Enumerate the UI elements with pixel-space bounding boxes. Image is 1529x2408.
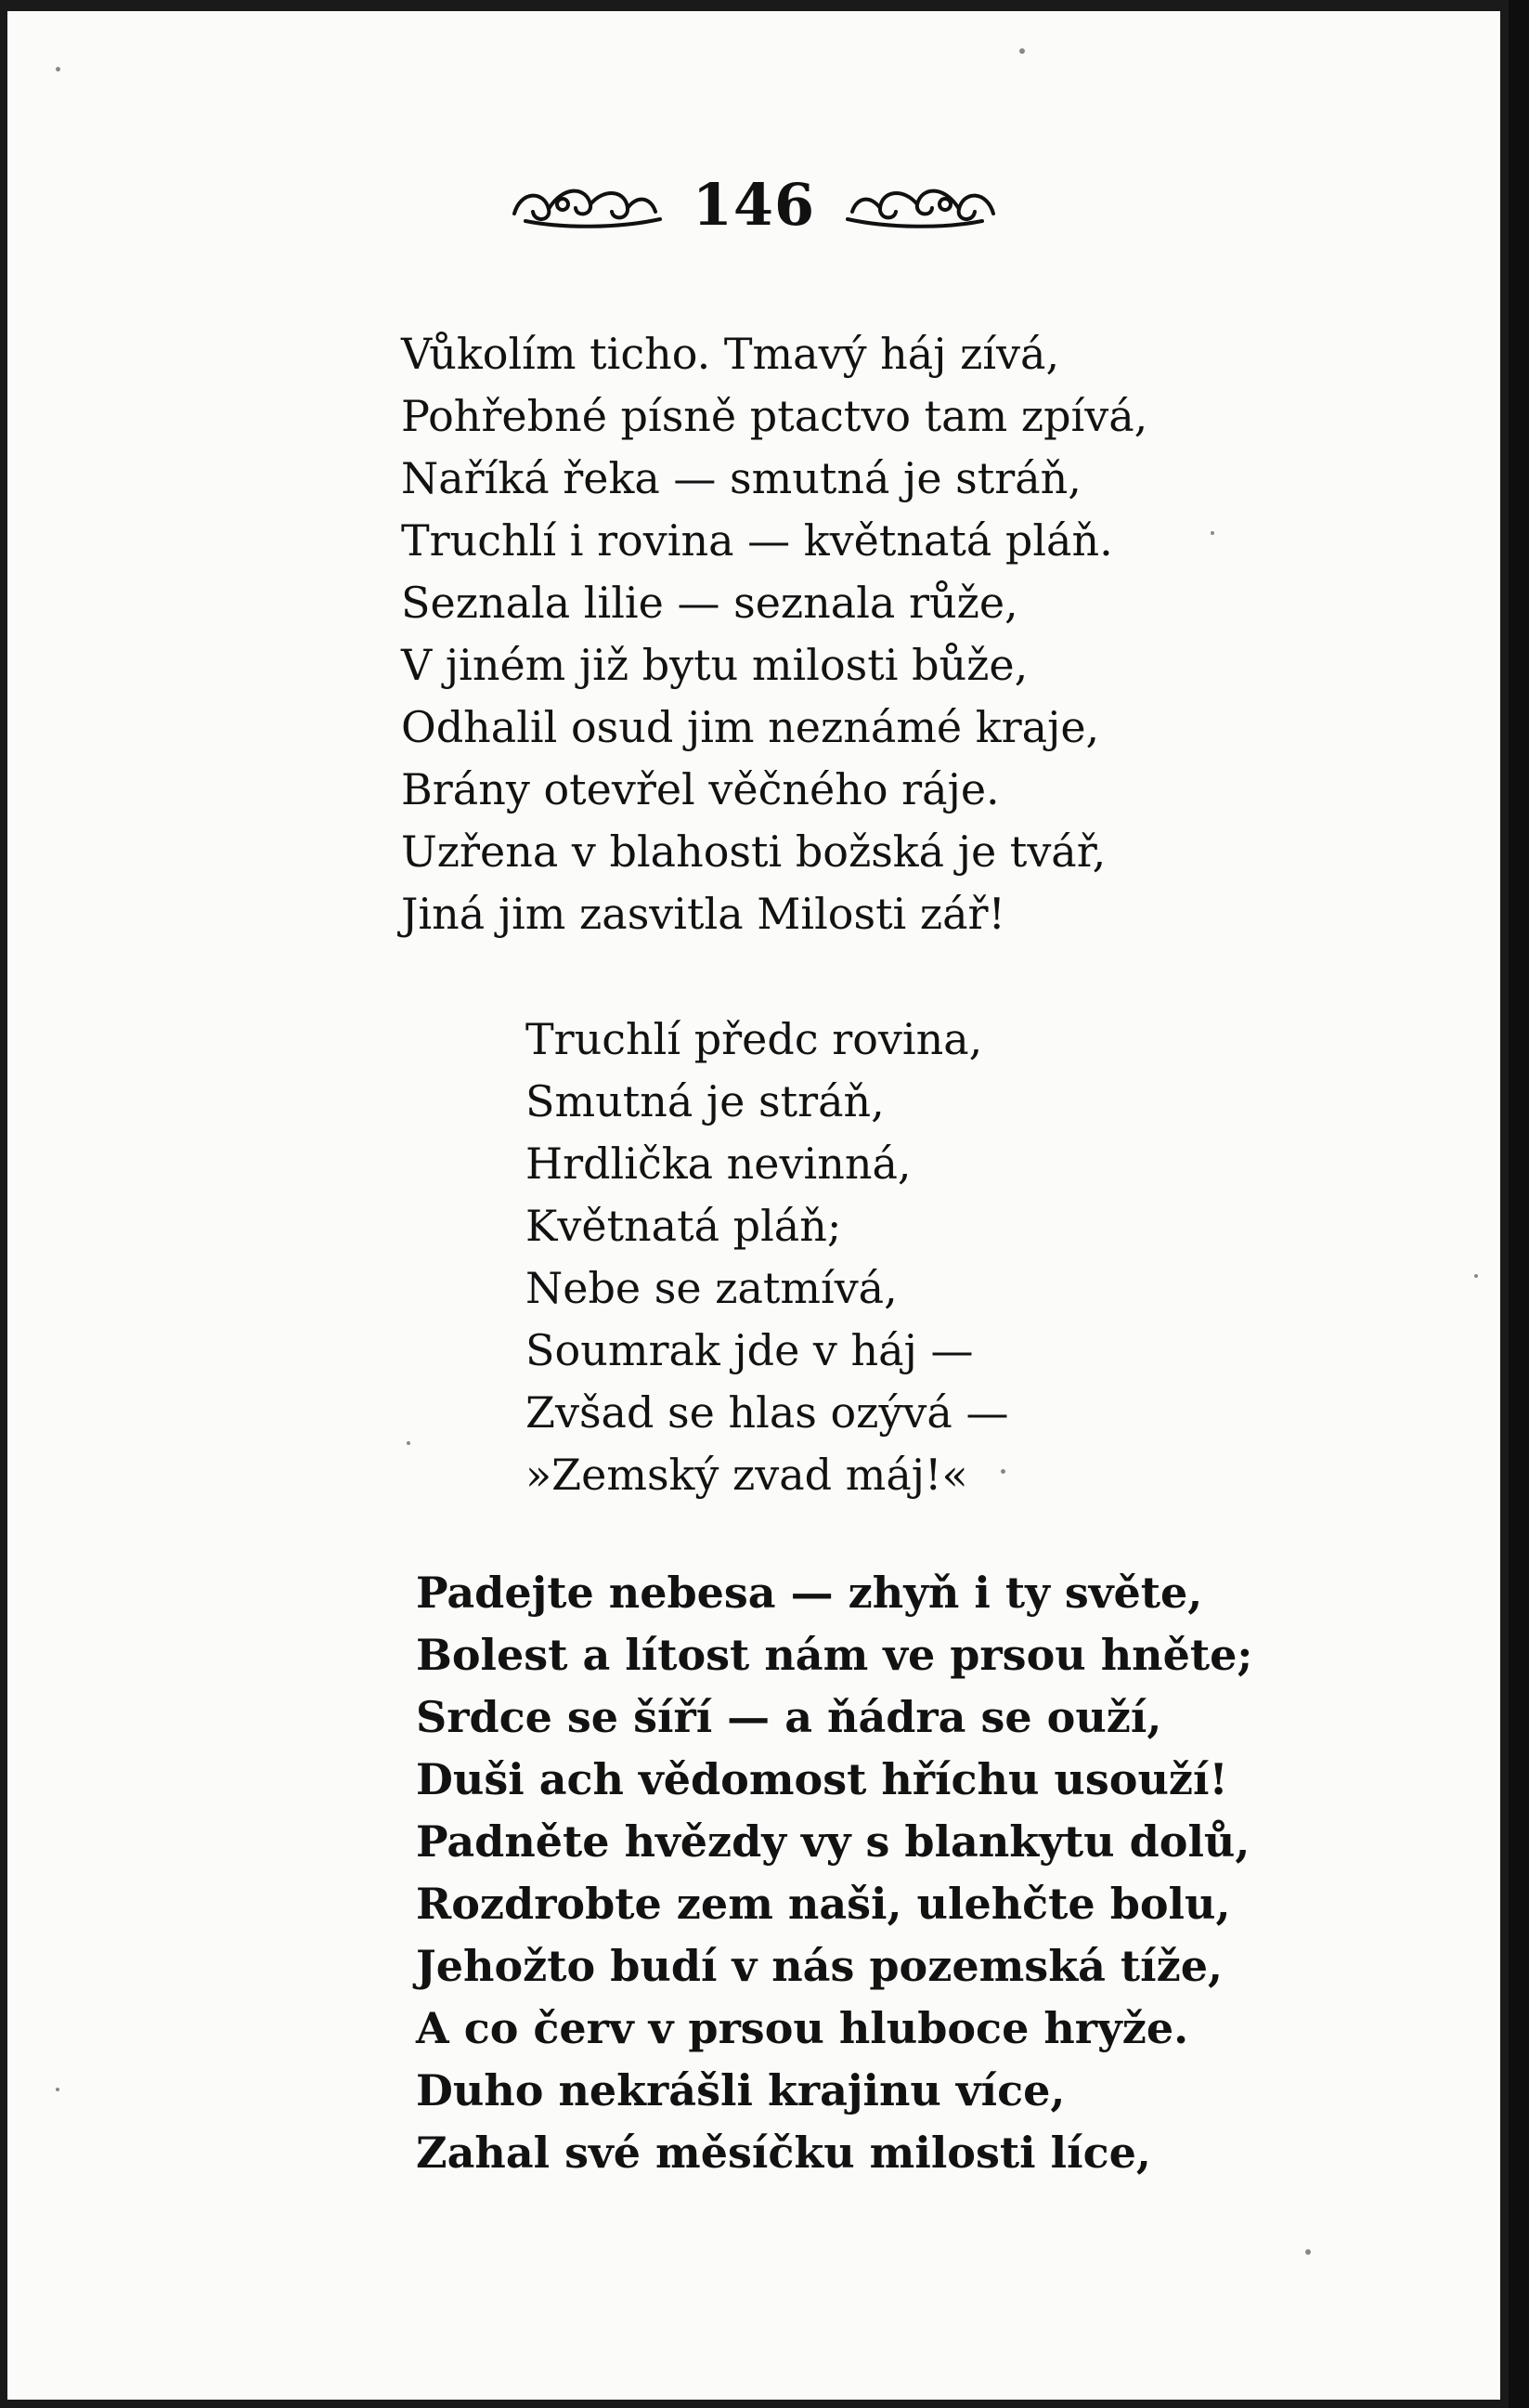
poem-line: Hrdlička nevinná, (525, 1139, 912, 1189)
poem-line: Padněte hvězdy vy s blankytu dolů, (416, 1816, 1250, 1867)
paper-speck (1019, 48, 1025, 54)
paper-speck (56, 67, 60, 72)
page-number: 146 (692, 170, 816, 239)
floral-ornament-icon (507, 176, 665, 232)
poem-line: Duši ach vědomost hříchu usouží! (416, 1754, 1228, 1804)
paper-speck (1001, 1469, 1005, 1474)
poem-line: »Zemský zvad máj!« (525, 1450, 968, 1500)
paper-speck (1211, 531, 1214, 535)
poem-line: Vůkolím ticho. Tmavý háj zívá, (401, 329, 1060, 379)
page-header (7, 167, 1500, 241)
poem-line: Seznala lilie — seznala růže, (401, 578, 1018, 628)
poem-line: Bolest a lítost nám ve prsou hněte; (416, 1630, 1253, 1680)
poem-line: Jehožto budí v nás pozemská tíže, (416, 1941, 1224, 1991)
poem-stanza (525, 1009, 1008, 1506)
poem-stanza (401, 323, 1147, 945)
poem-line: Naříká řeka — smutná je stráň, (401, 453, 1082, 503)
poem-line: V jiném již bytu milosti bůže, (401, 640, 1029, 690)
poem-line: Srdce se šíří — a ňádra se ouží, (416, 1692, 1162, 1742)
poem-line: Zvšad se hlas ozývá — (525, 1387, 1009, 1438)
poem-line: Uzřena v blahosti božská je tvář, (401, 827, 1107, 877)
poem-line: Odhalil osud jim neznámé kraje, (401, 702, 1100, 752)
poem-line: Smutná je stráň, (525, 1076, 885, 1126)
paper-speck (1474, 1274, 1478, 1278)
poem-line: Zahal své měsíčku milosti líce, (416, 2128, 1151, 2178)
paper-speck (1305, 2249, 1311, 2255)
poem-line: Nebe se zatmívá, (525, 1263, 898, 1313)
poem-line: Soumrak jde v háj — (525, 1325, 974, 1375)
floral-ornament-icon (843, 176, 1001, 232)
page-edge (1509, 0, 1529, 2408)
paper-speck (407, 1441, 410, 1445)
poem-line: Duho nekrášli krajinu více, (416, 2065, 1066, 2115)
poem-line: Jiná jim zasvitla Milosti zář! (401, 889, 1006, 939)
poem-line: Brány otevřel věčného ráje. (401, 764, 1000, 814)
poem-line: Květnatá pláň; (525, 1201, 842, 1251)
poem-line: Rozdrobte zem naši, ulehčte bolu, (416, 1879, 1231, 1929)
poem-line: Pohřebné písně ptactvo tam zpívá, (401, 391, 1148, 441)
poem-line: A co červ v prsou hluboce hryže. (416, 2003, 1189, 2053)
book-page (7, 11, 1500, 2400)
poem-line: Truchlí předc rovina, (525, 1014, 983, 1064)
poem-stanza (416, 1562, 1252, 2184)
paper-speck (56, 2088, 59, 2091)
poem-line: Truchlí i rovina — květnatá pláň. (401, 515, 1113, 566)
poem-line: Padejte nebesa — zhyň i ty světe, (416, 1568, 1203, 1618)
